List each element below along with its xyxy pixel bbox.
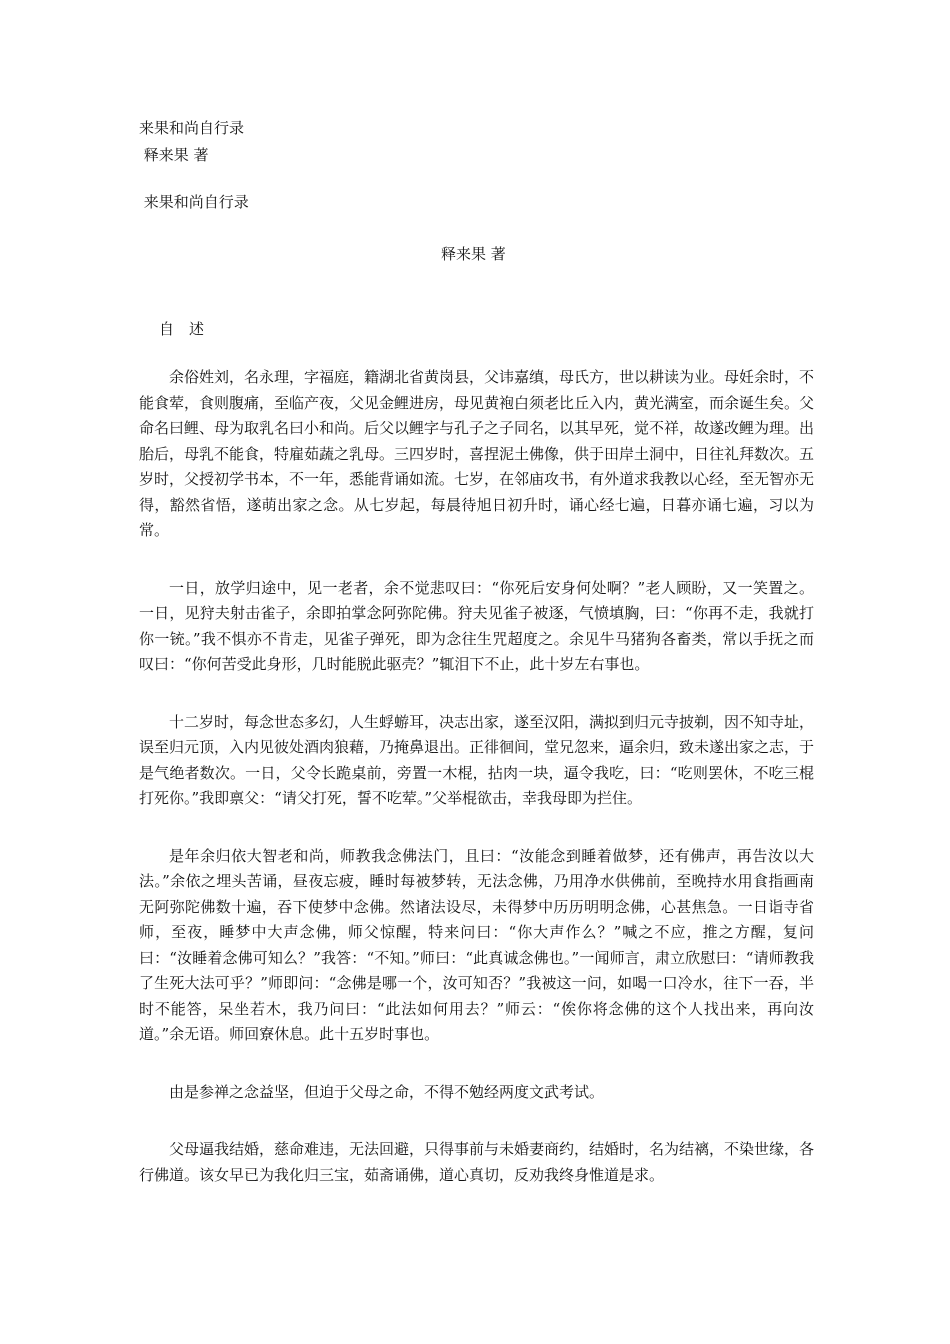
- paragraph: 一日，放学归途中，见一老者，余不觉悲叹曰：“你死后安身何处啊？”老人顾盼，又一笑置之。一日，见狩夫射击雀子，余即拍掌念阿弥陀佛。狩夫见雀子被逐，气愤填胸，曰：“你再不走，我就打你一铳。”我不惧亦不肯走，见雀子弹死，即为念往生咒超度之。余见牛马猪狗各畜类，常以手抚之而叹曰：“你何苦受此身形，几时能脱此驱壳？”辄泪下不止，此十岁左右事也。: [139, 578, 814, 673]
- paragraph: 由是参禅之念益坚，但迫于父母之命，不得不勉经两度文武考试。: [169, 1082, 605, 1101]
- paragraph: 十二岁时，每念世态多幻，人生蜉蝣耳，决志出家，遂至汉阳，满拟到归元寺披剃，因不知寺址，误至归元顶，入内见彼处酒肉狼藉，乃掩鼻退出。正徘徊间，堂兄忽来，逼余归，致未遂出家之志，于是气绝者数次。一日，父令长跪桌前，旁置一木棍，拈肉一块，逼令我吃，曰：“吃则罢休，不吃三棍打死你。”我即禀父：“请父打死，誓不吃荤。”父举棍欲击，幸我母即为拦住。: [139, 712, 815, 807]
- book-title: 来果和尚自行录: [139, 193, 249, 211]
- body-text: [139, 365, 814, 1220]
- header-title: 来果和尚自行录: [139, 119, 245, 137]
- book-author: 释来果 著: [441, 245, 506, 263]
- paragraph: 是年余归依大智老和尚，师教我念佛法门，且曰：“汝能念到睡着做梦，还有佛声，再告汝以大法。”余依之埋头苦诵，昼夜忘疲，睡时每被梦转，无法念佛，乃用净水供佛前，至晚持水用食指画南无阿弥陀佛数十遍，吞下使梦中念佛。然诸法设尽，未得梦中历历明明念佛，心甚焦急。一日诣寺省师，至夜，睡梦中大声念佛，师父惊醒，特来问曰：“你大声作么？”喊之不应，推之方醒，复问曰：“汝睡着念佛可知么？”我答：“不知。”师曰：“此真诚念佛也。”一闻师言，肃立欣慰曰：“请师教我了生死大法可乎？”师即问：“念佛是哪一个，汝可知否？”我被这一问，如喝一口冷水，往下一吞，半时不能答，呆坐若木，我乃问曰：“此法如何用去？”师云：“俟你将念佛的这个人找出来，再向汝道。”余无语。师回寮休息。此十五岁时事也。: [139, 846, 814, 1043]
- section-title: 自 述: [159, 320, 205, 338]
- paragraph: 余俗姓刘，名永理，字福庭，籍湖北省黄岗县，父讳嘉缜，母氏方，世以耕读为业。母妊余时，不能食荤，食则腹痛，至临产夜，父见金鲤进房，母见黄袍白须老比丘入内，黄光满室，而余诞生矣。父命名曰鲤、母为取乳名曰小和尚。后父以鲤字与孔子之子同名，以其早死，觉不祥，故遂改鲤为理。出胎后，母乳不能食，特雇茹蔬之乳母。三四岁时，喜捏泥土佛像，供于田岸土洞中，日往礼拜数次。五岁时，父授初学书本，不一年，悉能背诵如流。七岁，在邻庙攻书，有外道求我教以心经，至无智亦无得，豁然省悟，遂萌出家之念。从七岁起，每晨待旭日初升时，诵心经七遍，日暮亦诵七遍，习以为常。: [139, 368, 815, 539]
- paragraph: 父母逼我结婚，慈命难违，无法回避，只得事前与未婚妻商约，结婚时，名为结褵，不染世缘，各行佛道。该女早已为我化归三宝，茹斋诵佛，道心真切，反劝我终身惟道是求。: [139, 1140, 815, 1184]
- header-author: 释来果 著: [139, 146, 209, 164]
